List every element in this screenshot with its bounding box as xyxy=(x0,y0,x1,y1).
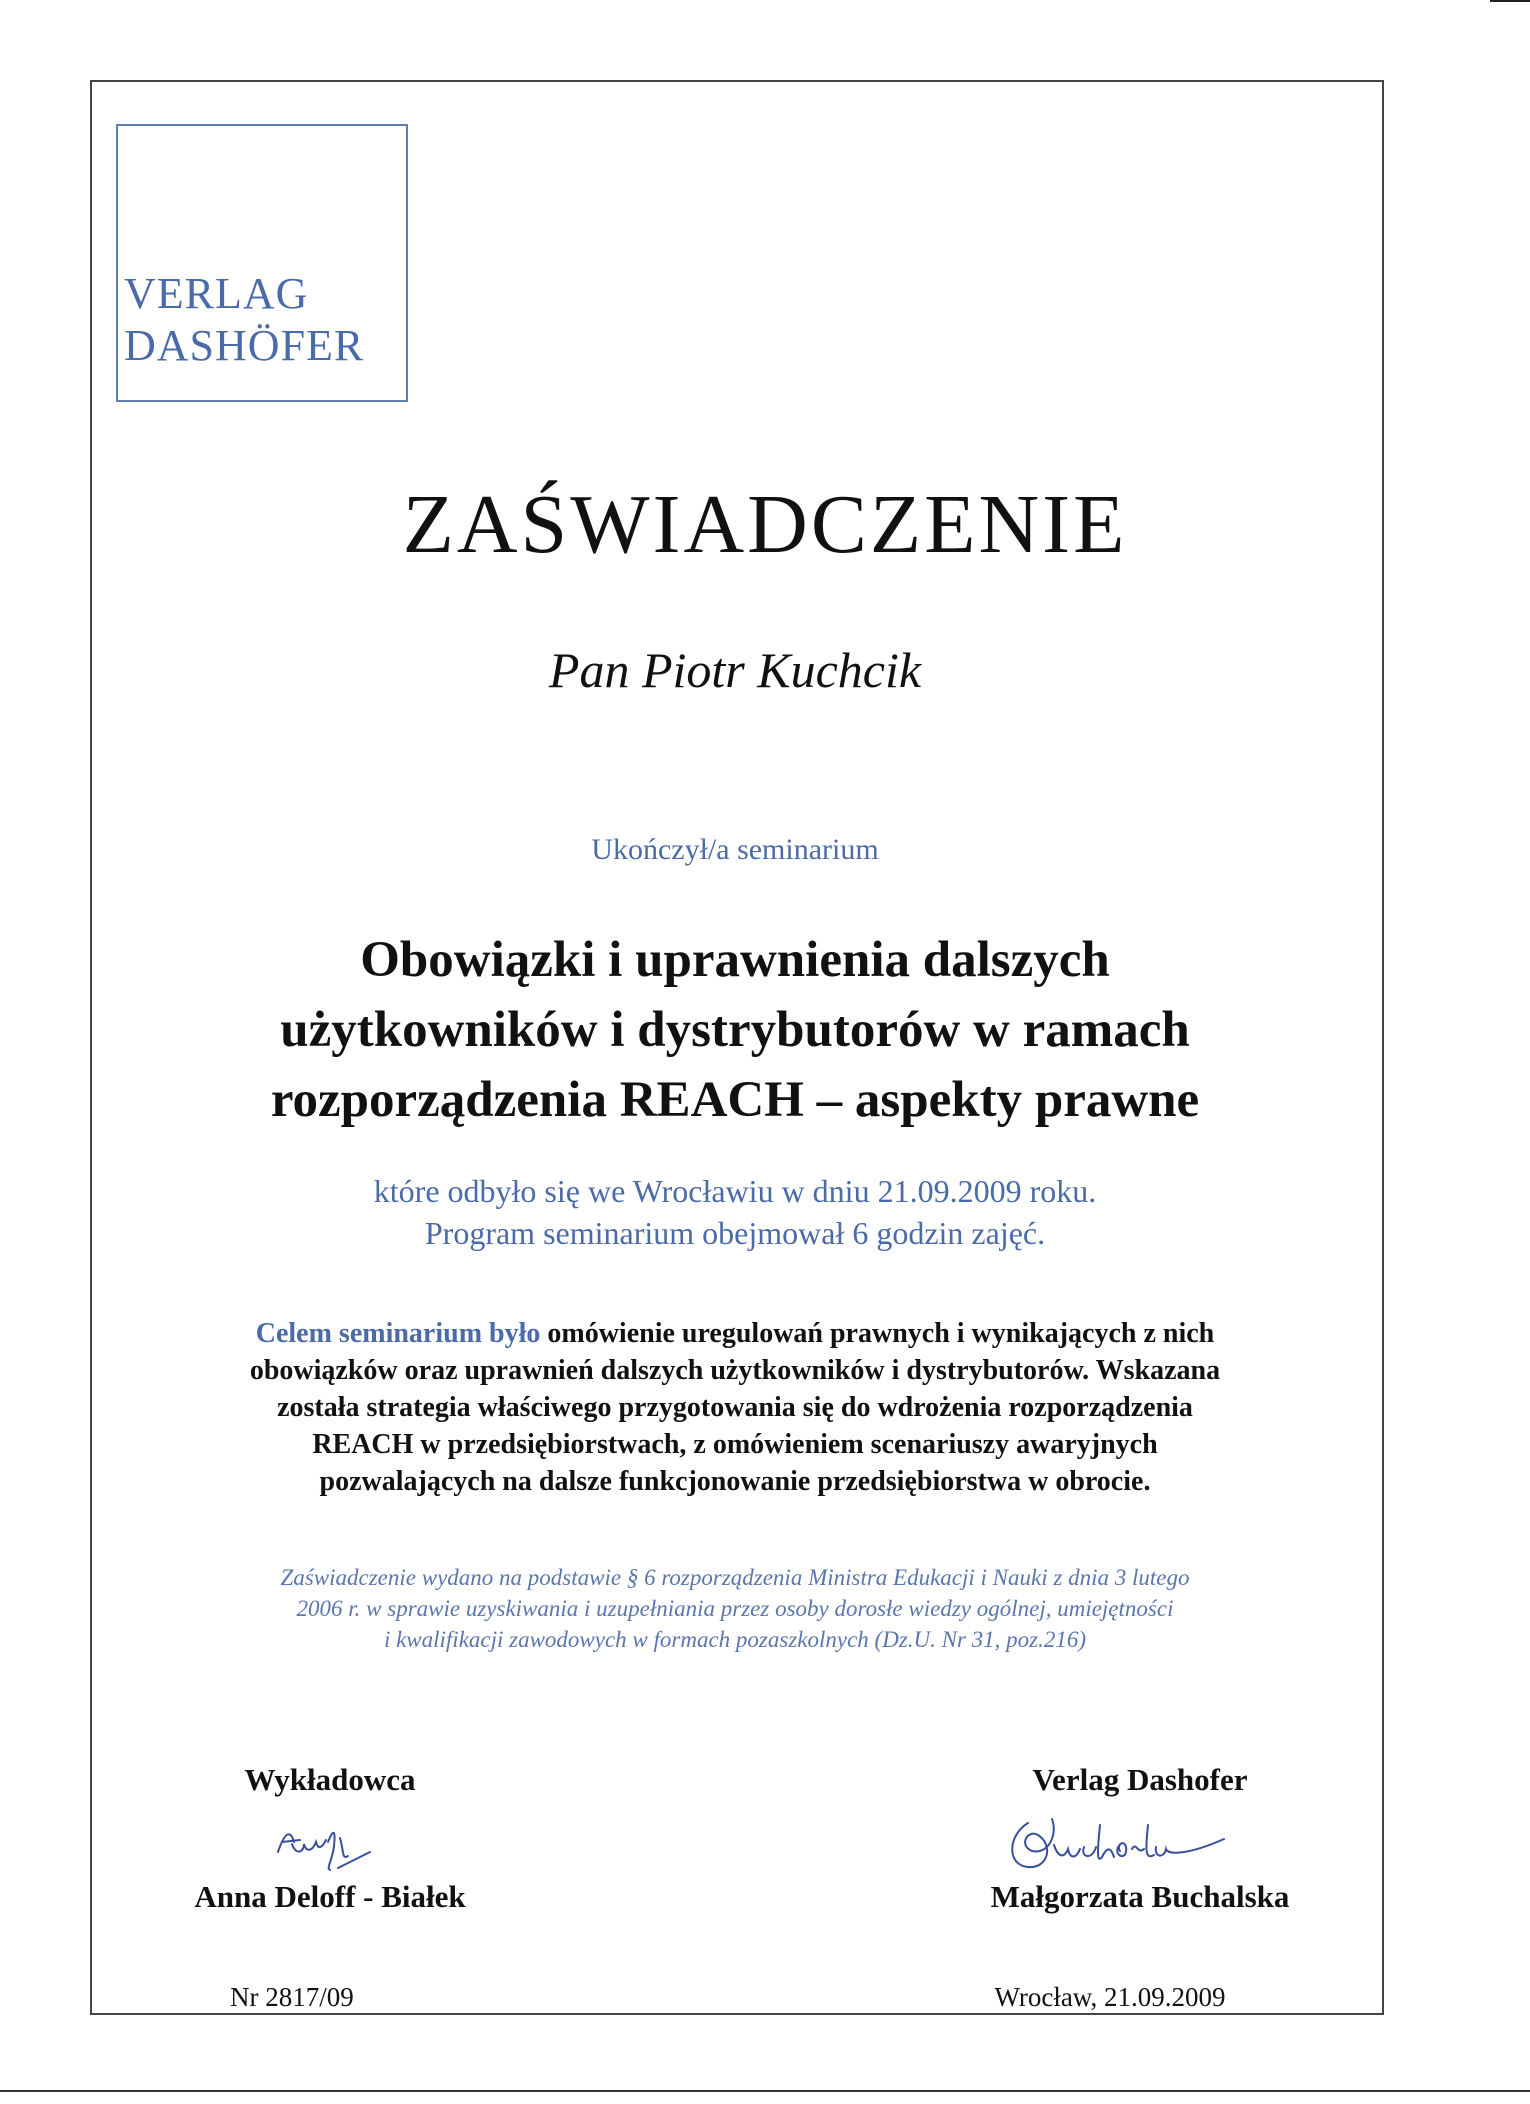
certificate-number: Nr 2817/09 xyxy=(230,1982,354,2012)
lecturer-name: Anna Deloff - Białek xyxy=(194,1879,466,1914)
legal-line-3: i kwalifikacji zawodowych w formach pozaszkolnych (Dz.U. Nr 31, poz.216) xyxy=(383,1627,1087,1652)
purpose-lead: Celem seminarium było xyxy=(255,1318,541,1349)
purpose-line-2: obowiązków oraz uprawnień dalszych użytkowników i dystrybutorów. Wskazana xyxy=(249,1355,1221,1386)
recipient-name: Pan Piotr Kuchcik xyxy=(548,642,922,698)
lecturer-role: Wykładowca xyxy=(244,1762,416,1797)
certificate-title: ZAŚWIADCZENIE xyxy=(402,478,1128,571)
completed-label: Ukończył/a seminarium xyxy=(591,833,879,866)
legal-line-1: Zaświadczenie wydano na podstawie § 6 rozporządzenia Ministra Edukacji i Nauki z dnia 3 lutego xyxy=(280,1565,1190,1590)
place-and-date: Wrocław, 21.09.2009 xyxy=(994,1982,1226,2012)
seminar-title-line-3: rozporządzenia REACH – aspekty prawne xyxy=(270,1072,1200,1128)
issuer-signature xyxy=(988,1805,1228,1885)
scan-corner-mark xyxy=(1490,0,1530,2)
venue-info xyxy=(0,1170,1470,1254)
purpose-line-1-text: omówienie uregulowań prawnych i wynikających z nich xyxy=(547,1318,1215,1349)
seminar-purpose xyxy=(160,1315,1310,1500)
purpose-line-3: została strategia właściwego przygotowania się do wdrożenia rozporządzenia xyxy=(277,1392,1193,1423)
seminar-title xyxy=(0,925,1470,1135)
legal-basis xyxy=(160,1562,1310,1655)
issuer-name: Małgorzata Buchalska xyxy=(990,1879,1290,1914)
purpose-line-5: pozwalających na dalsze funkcjonowanie przedsiębiorstwa w obrocie. xyxy=(319,1466,1151,1497)
lecturer-signature xyxy=(270,1812,400,1882)
seminar-title-line-1: Obowiązki i uprawnienia dalszych xyxy=(360,932,1110,988)
venue-line-1: które odbyło się we Wrocławiu w dniu 21.09.2009 roku. xyxy=(373,1173,1097,1209)
purpose-line-1 xyxy=(160,1315,1310,1352)
logo-line-2: DASHÖFER xyxy=(124,321,365,370)
logo-line-1: VERLAG xyxy=(124,269,309,318)
issuer-role: Verlag Dashofer xyxy=(1032,1762,1248,1797)
seminar-title-line-2: użytkowników i dystrybutorów w ramach xyxy=(280,1002,1190,1058)
publisher-logo xyxy=(124,268,364,372)
scan-bottom-edge xyxy=(0,2090,1530,2092)
legal-line-2: 2006 r. w sprawie uzyskiwania i uzupełniania przez osoby dorosłe wiedzy ogólnej, umiejętności xyxy=(296,1596,1174,1621)
venue-line-2: Program seminarium obejmował 6 godzin zajęć. xyxy=(424,1215,1046,1251)
purpose-line-4: REACH w przedsiębiorstwach, z omówieniem scenariuszy awaryjnych xyxy=(312,1429,1158,1460)
